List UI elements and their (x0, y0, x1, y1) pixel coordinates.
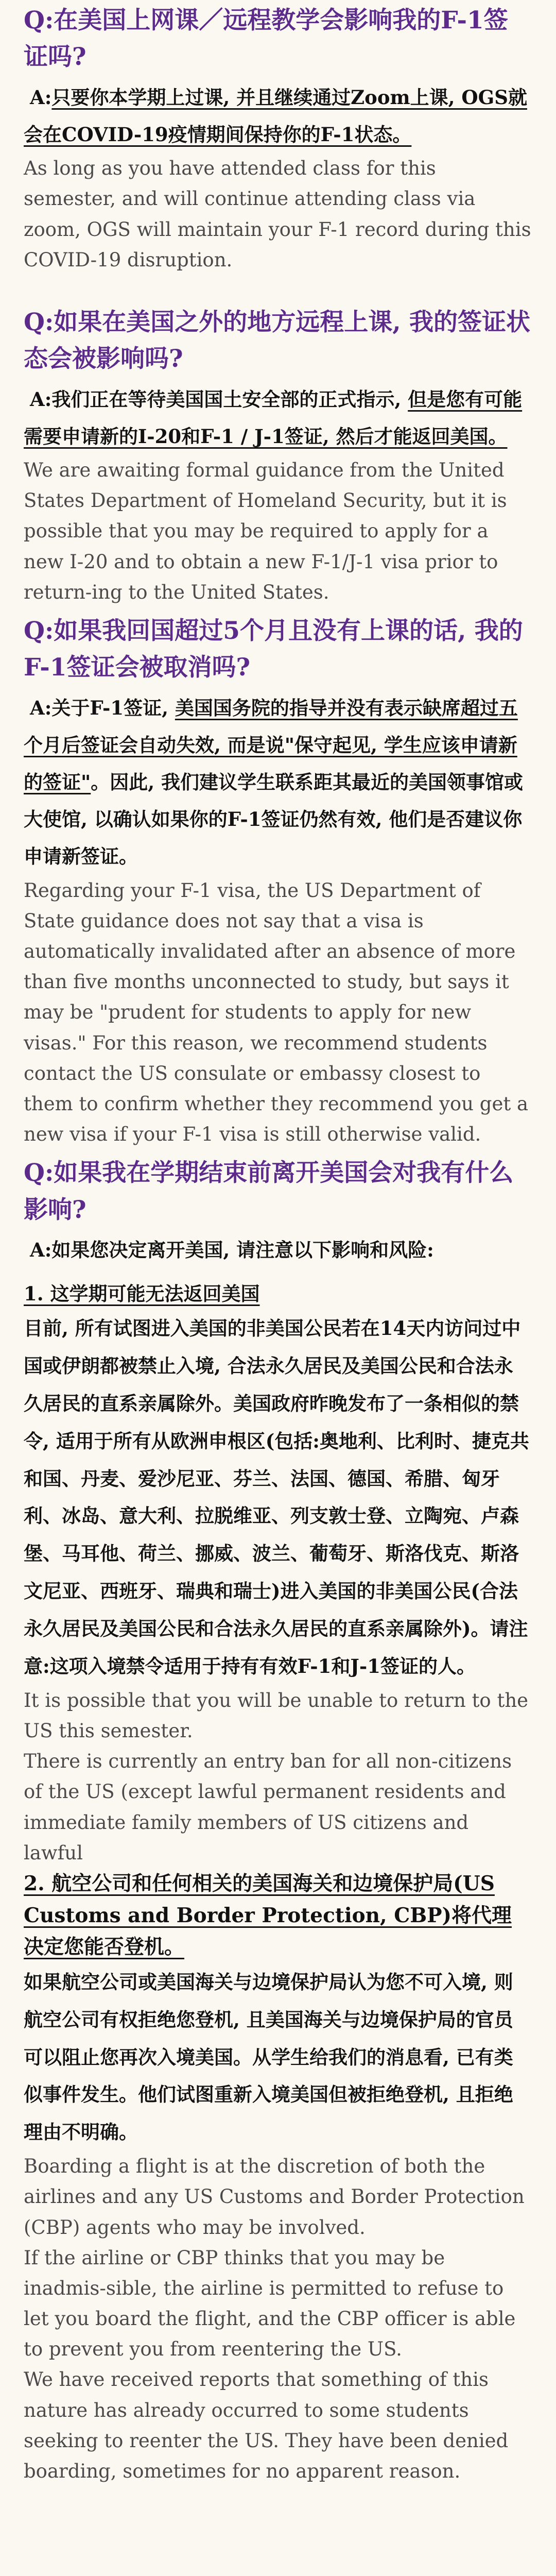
point-2-en-1: Boarding a flight is at the discretion of both the airlines and any US Customs and Border Protection (CBP) agents who may be involved. (24, 2155, 525, 2239)
faq-item-1 (24, 2, 531, 275)
question-4: Q:如果我在学期结束前离开美国会对我有什么影响? (24, 1159, 514, 1224)
point-1-en-2: There is currently an entry ban for all non-citizens of the US (except lawful permanent residents and immediate family members of US citizens and lawful (24, 1750, 512, 1864)
answer-3-zh (24, 689, 531, 875)
answer-4-intro-text: 如果您决定离开美国, 请注意以下影响和风险: (51, 1239, 434, 1262)
point-2-heading: 2. 航空公司和任何相关的美国海关和边境保护局(US Customs and Border Protection, CBP)将代理决定您能否登机。 (24, 1871, 512, 1959)
answer-2-zh (24, 381, 531, 455)
faq-item-4 (24, 1155, 531, 2486)
faq-item-3 (24, 613, 531, 1149)
answer-prefix: A: (30, 696, 52, 719)
answer-1-zh (24, 79, 531, 153)
point-2-en-2: If the airline or CBP thinks that you may be inadmis-sible, the airline is permitted to refuse to let you board the flight, and the CBP officer is able to prevent you from reentering the US. (24, 2246, 516, 2361)
answer-prefix: A: (30, 387, 52, 411)
answer-4-intro (24, 1231, 531, 1269)
answer-prefix: A: (30, 1239, 52, 1262)
faq-item-2 (24, 304, 531, 607)
question-1: Q:在美国上网课／远程教学会影响我的F-1签证吗? (24, 6, 508, 72)
answer-2-plain: 我们正在等待美国国土安全部的正式指示, (51, 387, 408, 411)
question-2: Q:如果在美国之外的地方远程上课, 我的签证状态会被影响吗? (24, 308, 531, 374)
answer-3-plain-1: 关于F-1签证, (51, 696, 175, 719)
article (0, 2, 556, 2486)
answer-3-en: Regarding your F-1 visa, the US Department of State guidance does not say that a visa is automatically invalidated after an absence of more than five months unconnected to study, but says it may be "prudent for students to apply for new visas." For this reason, we recommend students contact the US consulate or embassy closest to them to confirm whether they recommend you get a new visa if your F-1 visa is still otherwise valid. (24, 879, 529, 1146)
answer-2-en: We are awaiting formal guidance from the United States Department of Homeland Security, but it is possible that you may be required to apply for a new I-20 and to obtain a new F-1/J-1 visa prior to return-ing to the United States. (24, 459, 507, 603)
point-1-en-1: It is possible that you will be unable to return to the US this semester. (24, 1689, 529, 1742)
answer-2-underlined: 但是您有可能需要申请新的I-20和F-1 / J-1签证, 然后才能返回美国。 (24, 387, 523, 448)
answer-1-underlined: 只要你本学期上过课, 并且继续通过Zoom上课, OGS就会在COVID-19疫情期间保持你的F-1状态。 (24, 86, 527, 146)
point-1-heading: 1. 这学期可能无法返回美国 (24, 1282, 260, 1306)
point-1-zh: 目前, 所有试图进入美国的非美国公民若在14天内访问过中国或伊朗都被禁止入境, 合法永久居民及美国公民和合法永久居民的直系亲属除外。美国政府昨晚发布了一条相似的禁令, 适用于所有从欧洲申根区(包括:奥地利、比利时、捷克共和国、丹麦、爱沙尼亚、芬兰、法国、德国、希腊、匈牙利、冰岛、意大利、拉脱维亚、列支敦士登、立陶宛、卢森堡、马耳他、荷兰、挪威、波兰、葡萄牙、斯洛伐克、斯洛文尼亚、西班牙、瑞典和瑞士)进入美国的非美国公民(合法永久居民及美国公民和合法永久居民的直系亲属除外)。请注意:这项入境禁令适用于持有有效F-1和J-1签证的人。 (24, 1317, 529, 1677)
answer-3-plain-2: 。因此, 我们建议学生联系距其最近的美国领事馆或大使馆, 以确认如果你的F-1签证仍然有效, 他们是否建议你申请新签证。 (24, 771, 524, 868)
answer-prefix: A: (30, 86, 52, 109)
point-2-en-3: We have received reports that something of this nature has already occurred to some students seeking to reenter the US. They have been denied boarding, sometimes for no apparent reason. (24, 2368, 509, 2483)
point-2-zh: 如果航空公司或美国海关与边境保护局认为您不可入境, 则航空公司有权拒绝您登机, 且美国海关与边境保护局的官员可以阻止您再次入境美国。从学生给我们的消息看, 已有类似事件发生。他们试图重新入境美国但被拒绝登机, 且拒绝理由不明确。 (24, 1970, 513, 2144)
answer-3-underlined: 美国国务院的指导并没有表示缺席超过五个月后签证会自动失效, 而是说"保守起见, 学生应该申请新的签证" (24, 696, 518, 794)
question-3: Q:如果我回国超过5个月且没有上课的话, 我的F-1签证会被取消吗? (24, 617, 523, 682)
answer-1-en: As long as you have attended class for this semester, and will continue attending class via zoom, OGS will maintain your F-1 record during this COVID-19 disruption. (24, 157, 531, 271)
